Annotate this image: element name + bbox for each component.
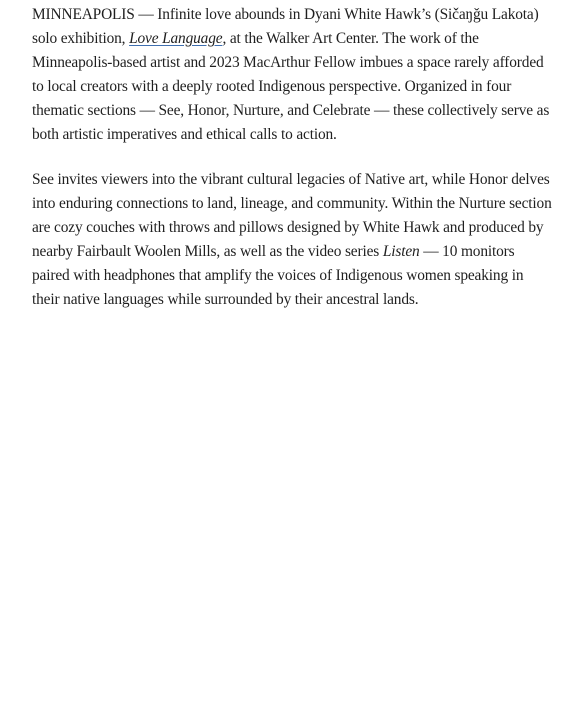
paragraph-sections-text-start: See invites viewers into the vibrant cultural legacies of Native art, while Honor delves into enduring connections to land, lineage, and community. Within the Nurture section are cozy couches with throws and pillows designed by White Hawk and produced by nearby Fairbault Woolen Mills, as well as the video series [32,171,552,260]
paragraph-sections [32,168,552,312]
paragraph-intro [32,3,552,147]
paragraph-sections-text-end: — 10 monitors paired with headphones that amplify the voices of Indigenous women speaking in their native languages while surrounded by their ancestral lands. [32,243,524,308]
article-body [32,3,552,312]
paragraph-intro-text-end: , at the Walker Art Center. The work of the Minneapolis-based artist and 2023 MacArthur Fellow imbues a space rarely afforded to local creators with a deeply rooted Indigenous perspective. Organized in four thematic sections — See, Honor, Nurture, and Celebrate — these collectively serve as both artistic imperatives and ethical calls to action. [32,30,550,143]
paragraph-intro-text-start: MINNEAPOLIS — Infinite love abounds in Dyani White Hawk’s (Sičaŋǧu Lakota) solo exhibition, [32,6,539,47]
video-series-title: Listen [382,243,420,260]
exhibition-title-link[interactable]: Love Language [129,30,223,47]
